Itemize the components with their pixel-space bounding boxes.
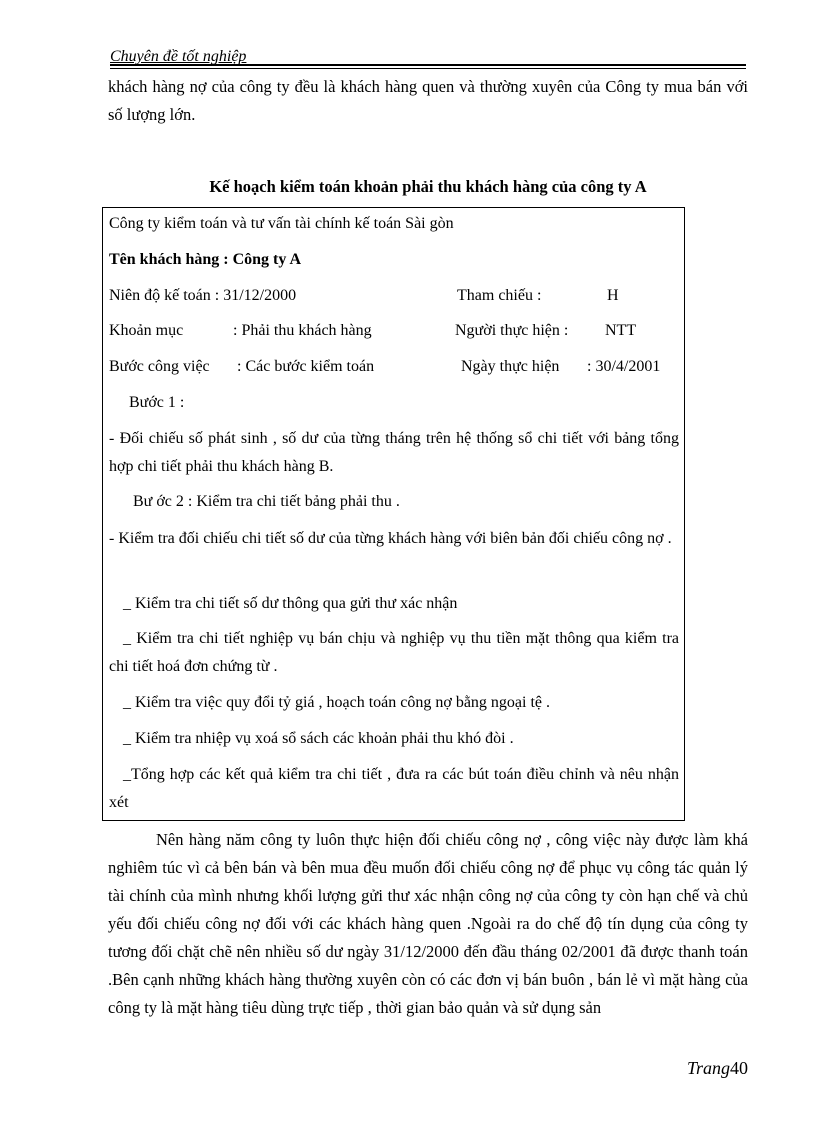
date-label: Ngày thực hiện	[461, 358, 560, 375]
check-item-5: _Tổng hợp các kết quả kiểm tra chi tiết , đưa ra các bút toán điều chỉnh và nêu nhận xét	[109, 766, 679, 811]
client-name: Tên khách hàng : Công ty A	[109, 251, 302, 268]
reference-value: H	[607, 287, 619, 304]
body-paragraph: Nên hàng năm công ty luôn thực hiện đối chiếu công nợ , công việc này được làm khá nghiêm túc vì cả bên bán và bên mua đều muốn đối chiếu công nợ để phục vụ công tác quản lý tài chính của mình nhưng khối lượng gửi thư xác nhận công nợ của công ty còn hạn chế và chủ yếu đối chiếu công nợ đối với các khách hàng quen .Ngoài ra do chế độ tín dụng của công ty tương đối chặt chẽ nên nhiều số dư ngày 31/12/2000 đến đầu tháng 02/2001 đã được thanh toán .Bên cạnh những khách hàng thường xuyên còn có các đơn vị bán buôn , bán lẻ vì mặt hàng của công ty là mặt hàng tiêu dùng trực tiếp , thời gian bảo quản và sử dụng sản	[108, 830, 748, 1017]
header-rule-thin	[110, 68, 746, 69]
check-item-2: _ Kiểm tra chi tiết nghiệp vụ bán chịu và nghiệp vụ thu tiền mặt thông qua kiểm tra chi tiết hoá đơn chứng từ .	[109, 630, 679, 675]
intro-paragraph: khách hàng nợ của công ty đều là khách hàng quen và thường xuyên của Công ty mua bán với số lượng lớn.	[108, 77, 748, 124]
step2-heading: Bư ớc 2 : Kiểm tra chi tiết bảng phải thu .	[133, 493, 400, 510]
step-value: : Các bước kiểm toán	[237, 358, 375, 375]
audit-plan-box	[102, 207, 685, 821]
page-label: Trang	[686, 1058, 730, 1078]
plan-title: Kế hoạch kiểm toán khoản phải thu khách hàng của công ty A	[209, 177, 647, 196]
date-value: : 30/4/2001	[587, 358, 661, 375]
page-header	[110, 44, 746, 68]
performer-label: Người thực hiện :	[455, 322, 569, 339]
header-title: Chuyên đề tốt nghiệp	[110, 48, 247, 65]
check-item-1: _ Kiểm tra chi tiết số dư thông qua gửi thư xác nhận	[123, 595, 458, 612]
performer-value: NTT	[605, 322, 637, 339]
auditor-company: Công ty kiểm toán và tư vấn tài chính kế toán Sài gòn	[109, 215, 454, 232]
step1-heading: Bước 1 :	[129, 394, 185, 411]
fiscal-year: Niên độ kế toán : 31/12/2000	[109, 287, 297, 304]
account-value: : Phải thu khách hàng	[233, 322, 372, 339]
page-number: 40	[730, 1058, 748, 1078]
step1-text: - Đối chiếu số phát sinh , số dư của từng tháng trên hệ thống sổ chi tiết với bảng tổng hợp chi tiết phải thu khách hàng B.	[109, 430, 679, 475]
header-rule	[110, 64, 746, 66]
page-footer	[687, 1058, 748, 1079]
reference-label: Tham chiếu :	[457, 287, 542, 304]
check-item-4: _ Kiểm tra nhiệp vụ xoá sổ sách các khoản phải thu khó đòi .	[123, 730, 514, 747]
account-label: Khoản mục	[109, 322, 184, 339]
step-label: Bước công việc	[109, 358, 210, 375]
step2-text: - Kiểm tra đối chiếu chi tiết số dư của từng khách hàng với biên bản đối chiếu công nợ .	[109, 530, 672, 547]
check-item-3: _ Kiểm tra việc quy đổi tỷ giá , hoạch toán công nợ bằng ngoại tệ .	[123, 694, 551, 711]
